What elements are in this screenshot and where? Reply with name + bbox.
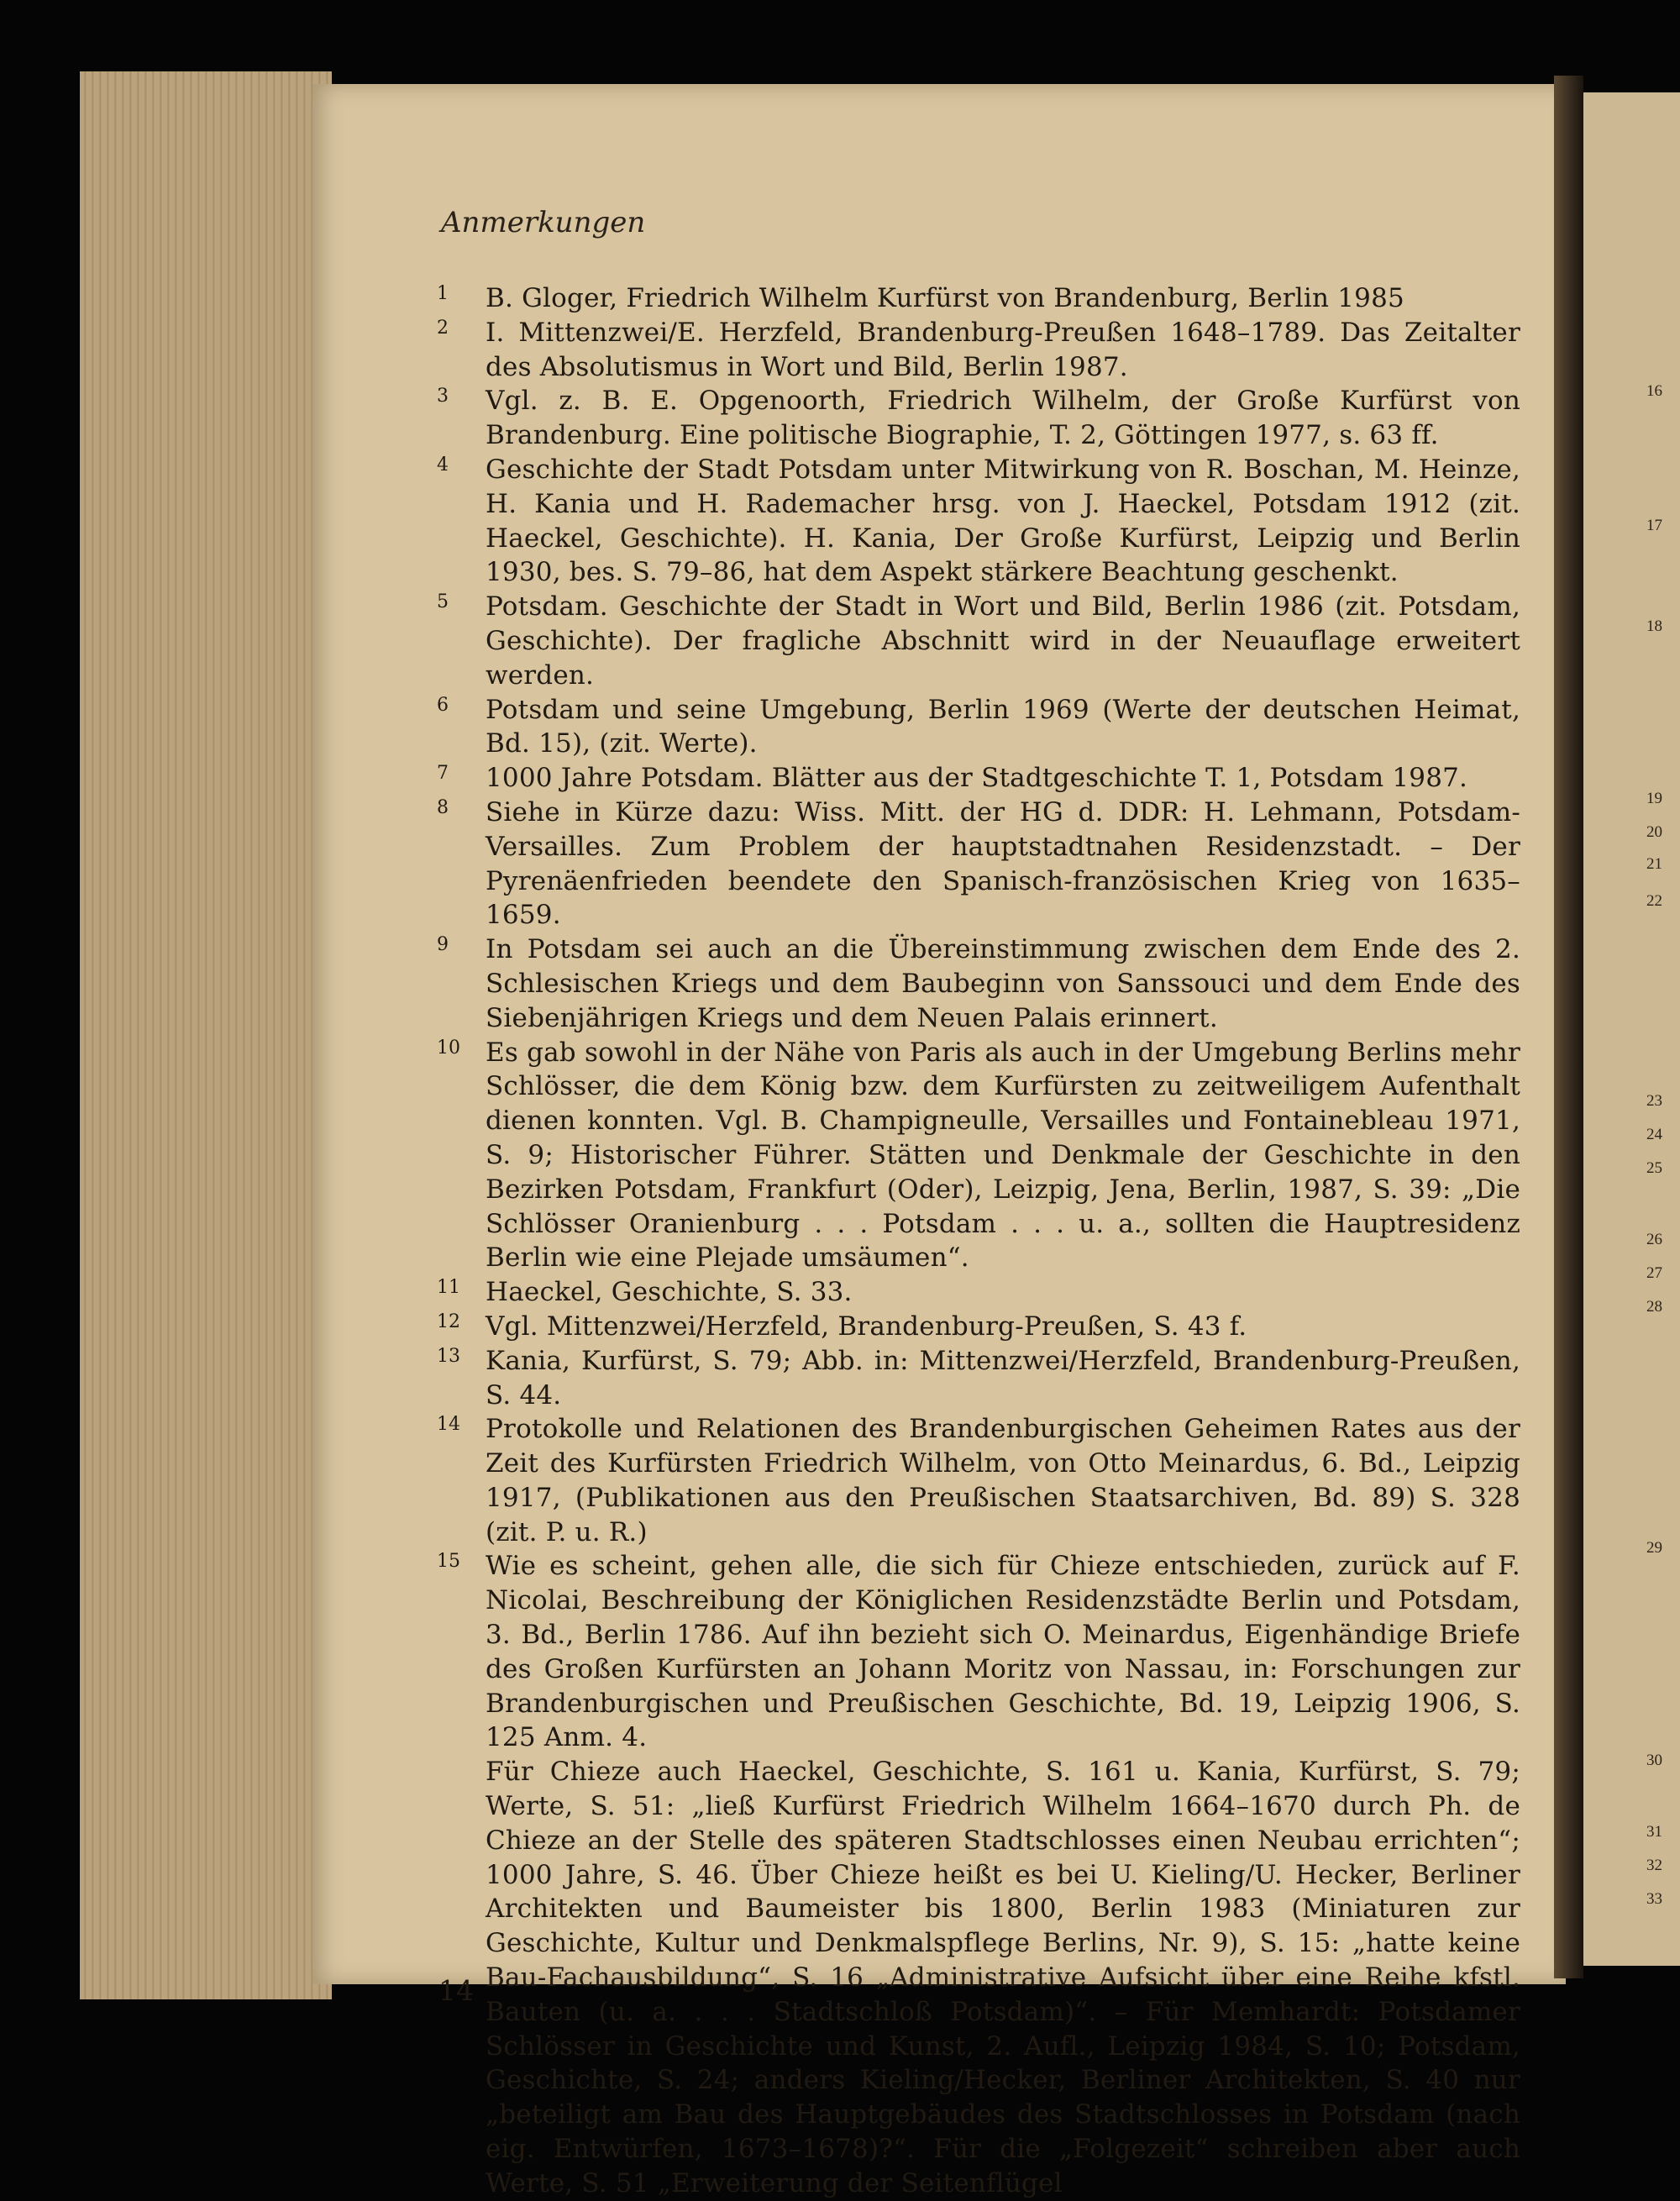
footnote-item	[437, 932, 1520, 1035]
footnote-number: 8	[437, 796, 449, 818]
facing-line-number: 27	[1646, 1264, 1662, 1282]
footnote-text: 1000 Jahre Potsdam. Blätter aus der Stadtgeschichte T. 1, Potsdam 1987.	[486, 763, 1468, 794]
facing-line-number: 22	[1646, 892, 1662, 910]
footnote-number: 6	[437, 694, 449, 716]
footnote-number: 4	[437, 454, 449, 475]
footnote-text: Siehe in Kürze dazu: Wiss. Mitt. der HG d. DDR: H. Lehmann, Potsdam-Versailles. Zum Problem der hauptstadtnahen Residenzstadt. – Der Pyrenäenfrieden beendete den Spanisch-französischen Krieg von 1635–1659.	[486, 796, 1520, 931]
footnote-text: Wie es scheint, gehen alle, die sich für Chieze entschieden, zurück auf F. Nicolai, Beschreibung der Königlichen Residenzstädte Berlin und Potsdam, 3. Bd., Berlin 1786. Auf ihn bezieht sich O. Meinardus, Eigenhändige Briefe des Großen Kurfürsten an Johann Moritz von Nassau, in: Forschungen zur Brandenburgischen und Preußischen Geschichte, Bd. 19, Leipzig 1906, S. 125 Anm. 4.	[486, 1551, 1520, 1753]
footnote-item	[437, 1310, 1520, 1344]
facing-line-number: 31	[1646, 1823, 1662, 1841]
footnote-item	[437, 281, 1520, 316]
facing-line-number: 29	[1646, 1539, 1662, 1557]
footnotes-list	[437, 281, 1520, 2201]
footnote-number: 7	[437, 763, 449, 785]
footnote-number: 10	[437, 1037, 460, 1058]
footnote-item	[437, 1275, 1520, 1310]
facing-line-number: 17	[1646, 517, 1662, 534]
facing-line-number: 33	[1646, 1890, 1662, 1908]
footnote-text: Potsdam und seine Umgebung, Berlin 1969 (Werte der deutschen Heimat, Bd. 15), (zit. Werte).	[486, 694, 1520, 759]
footnote-item	[437, 453, 1520, 590]
footnote-number: 3	[437, 386, 449, 407]
footnote-item	[437, 1036, 1520, 1276]
facing-line-number: 25	[1646, 1159, 1662, 1177]
facing-page-line-numbers	[1646, 0, 1680, 2144]
footnote-text: Für Chieze auch Haeckel, Geschichte, S. 161 u. Kania, Kurfürst, S. 79; Werte, S. 51: „ließ Kurfürst Friedrich Wilhelm 1664–1670 durch Ph. de Chieze an der Stelle des späteren Stadtschlosses einen Neubau errichten“; 1000 Jahre, S. 46. Über Chieze heißt es bei U. Kieling/U. Hecker, Berliner Architekten und Baumeister bis 1800, Berlin 1983 (Miniaturen zur Geschichte, Kultur und Denkmalspflege Berlins, Nr. 9), S. 15: „hatte keine Bau-Fachausbildung“, S. 16 „Administrative Aufsicht über eine Reihe kfstl. Bauten (u. a. . . . Stadtschloß Potsdam)“. – Für Memhardt: Potsdamer Schlösser in Geschichte und Kunst, 2. Aufl., Leipzig 1984, S. 10; Potsdam, Geschichte, S. 24; anders Kieling/Hecker, Berliner Architekten, S. 40 nur „beteiligt am Bau des Hauptgebäudes des Stadtschlosses in Potsdam (nach eig. Entwürfen, 1673–1678)?“. Für die „Folgezeit“ schreiben aber auch Werte, S. 51 „Erweiterung der Seitenflügel	[486, 1757, 1520, 2198]
footnote-item	[437, 384, 1520, 453]
footnote-number: 14	[437, 1414, 460, 1436]
footnote-text: B. Gloger, Friedrich Wilhelm Kurfürst von Brandenburg, Berlin 1985	[486, 283, 1404, 313]
facing-line-number: 28	[1646, 1298, 1662, 1316]
facing-line-number: 19	[1646, 790, 1662, 807]
page-number: 14	[438, 1974, 474, 2007]
facing-line-number: 30	[1646, 1752, 1662, 1769]
footnote-item	[437, 316, 1520, 385]
facing-line-number: 32	[1646, 1857, 1662, 1874]
footnote-text: Kania, Kurfürst, S. 79; Abb. in: Mittenzwei/Herzfeld, Brandenburg-Preußen, S. 44.	[486, 1345, 1520, 1410]
book-gutter	[1554, 76, 1583, 1978]
footnote-item	[437, 796, 1520, 932]
footnote-text: Potsdam. Geschichte der Stadt in Wort und Bild, Berlin 1986 (zit. Potsdam, Geschichte). Der fragliche Abschnitt wird in der Neuauflage erweitert werden.	[486, 591, 1520, 691]
footnote-number: 12	[437, 1311, 460, 1332]
running-header: Anmerkungen	[441, 206, 646, 239]
footnote-item	[437, 693, 1520, 762]
facing-line-number: 23	[1646, 1092, 1662, 1110]
footnote-text: Haeckel, Geschichte, S. 33.	[486, 1277, 853, 1308]
footnote-item	[437, 761, 1520, 796]
footnote-number: 5	[437, 591, 449, 613]
footnote-text: Vgl. Mittenzwei/Herzfeld, Brandenburg-Preußen, S. 43 f.	[486, 1311, 1247, 1342]
facing-line-number: 20	[1646, 823, 1662, 841]
footnote-number: 11	[437, 1277, 460, 1299]
footnote-number: 9	[437, 934, 449, 956]
footnote-number: 15	[437, 1551, 460, 1573]
footnote-text: Geschichte der Stadt Potsdam unter Mitwirkung von R. Boschan, M. Heinze, H. Kania und H. Rademacher hrsg. von J. Haeckel, Potsdam 1912 (zit. Haeckel, Geschichte). H. Kania, Der Große Kurfürst, Leipzig und Berlin 1930, bes. S. 79–86, hat dem Aspekt stärkere Beachtung geschenkt.	[486, 454, 1520, 588]
facing-line-number: 16	[1646, 382, 1662, 400]
footnote-text: Protokolle und Relationen des Brandenburgischen Geheimen Rates aus der Zeit des Kurfürsten Friedrich Wilhelm, von Otto Meinardus, 6. Bd., Leipzig 1917, (Publikationen aus den Preußischen Staatsarchiven, Bd. 89) S. 328 (zit. P. u. R.)	[486, 1414, 1520, 1547]
footnote-number: 1	[437, 283, 449, 304]
facing-line-number: 18	[1646, 617, 1662, 635]
footnote-item	[437, 1344, 1520, 1413]
footnote-number: 13	[437, 1345, 460, 1367]
facing-line-number: 24	[1646, 1126, 1662, 1143]
footnote-text: I. Mittenzwei/E. Herzfeld, Brandenburg-Preußen 1648–1789. Das Zeitalter des Absolutismus in Wort und Bild, Berlin 1987.	[486, 317, 1520, 382]
footnote-item	[437, 1412, 1520, 1549]
footnote-text: In Potsdam sei auch an die Übereinstimmung zwischen dem Ende des 2. Schlesischen Kriegs und dem Baubeginn von Sanssouci und dem Ende des Siebenjährigen Kriegs und dem Neuen Palais erinnert.	[486, 934, 1520, 1033]
book-page-edges	[80, 71, 332, 1999]
facing-line-number: 21	[1646, 855, 1662, 873]
footnote-text: Es gab sowohl in der Nähe von Paris als auch in der Umgebung Berlins mehr Schlösser, die dem König bzw. dem Kurfürsten zu zeitweiligem Aufenthalt dienen konnten. Vgl. B. Champigneulle, Versailles und Fontainebleau 1971, S. 9; Historischer Führer. Stätten und Denkmale der Geschichte in den Bezirken Potsdam, Frankfurt (Oder), Leizpig, Jena, Berlin, 1987, S. 39: „Die Schlösser Oranienburg . . . Potsdam . . . u. a., sollten die Hauptresidenz Berlin wie eine Plejade umsäumen“.	[486, 1037, 1520, 1274]
footnote-number: 2	[437, 317, 449, 339]
facing-line-number: 26	[1646, 1231, 1662, 1248]
footnote-item	[437, 590, 1520, 692]
footnote-item	[437, 1549, 1520, 2200]
footnote-text: Vgl. z. B. E. Opgenoorth, Friedrich Wilhelm, der Große Kurfürst von Brandenburg. Eine politische Biographie, T. 2, Göttingen 1977, s. 63 ff.	[486, 386, 1520, 451]
